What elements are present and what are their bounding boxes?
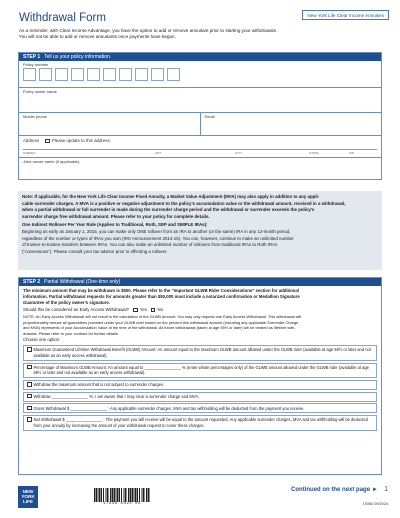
minimum-text: The minimum amount that may be withdrawn is $500. Please refer to the “Important GLWB Rider Considerations” section for additional [23, 288, 300, 293]
option-text: Net Withdrawal $ ________________ : The payment you will receive will be equal to the amount requested. Any applicable surrender charges, MVA and tax withholding will be deducted from your annuity by increasing the amount of your withdrawal request to cover these charges. [33, 417, 368, 428]
rollover-line: regardless of the number or types of IRAs you own (IRS Announcement 2014-15). You can, however, continue to make an unlimited number [22, 235, 294, 241]
intro-line: You will not be able to add or remove annuitants once payments have begun. [19, 34, 176, 39]
option-max-no-charge[interactable] [23, 380, 377, 390]
address-subfields [23, 149, 377, 155]
owner-name-field[interactable] [19, 87, 381, 112]
early-note-line: NOTE: An Early Access Withdrawal will not result in the calculation of the GLWB Amount. You may only request one Early Access Withdrawal. This withdrawal will [23, 314, 302, 319]
email-field[interactable] [201, 113, 382, 135]
addr-zip-label: ZIP [349, 151, 354, 155]
step2-intro [19, 286, 381, 343]
early-note-line: drawals. Please refer to your contract for further details. [23, 330, 119, 336]
intro-line: As a reminder, with Clear Income Advantage, you have the option to add or remove annuitant prior to starting your withdrawals. [19, 28, 278, 33]
step2-title: Partial Withdrawal (One-time only) [44, 279, 121, 285]
owner-name-label: Policy owner name [23, 89, 57, 94]
mva-note-line: Note: If applicable, for the New York Life Clear Income Fixed Annuity, a Market Value Adjustment (MVA) may also apply in addition to any appli- [22, 194, 320, 199]
mobile-phone-field[interactable] [19, 113, 201, 135]
mobile-phone-label: Mobile phone [23, 114, 48, 119]
option-percent-glwb[interactable] [23, 363, 377, 379]
step1-section [18, 52, 382, 180]
early-note-line: proportionately reduce all guarantees provided under your GLWB rider based on the percent this withdrawal amount (including any applicable Surrender Charge [23, 319, 299, 325]
addr-street-label: STREET [23, 151, 36, 155]
address-line [23, 138, 377, 143]
option-text: Withdraw the maximum amount that is not subject to surrender charges. [33, 382, 165, 388]
arrow-right-icon: ► [372, 487, 378, 493]
option-checkbox[interactable] [27, 365, 32, 370]
early-access-question [23, 307, 377, 313]
new-york-life-logo: NEW YORK LIFE [18, 486, 38, 508]
policy-digit-box[interactable] [151, 68, 164, 81]
step1-title: Tell us your policy information. [44, 54, 112, 60]
policy-digit-box[interactable] [71, 68, 84, 81]
step1-header [19, 53, 381, 61]
rollover-line: Beginning as early as January 1, 2015, you can make only ONE rollover from an IRA to another (or the same) IRA in any 12-month period, [22, 228, 291, 234]
address-label: Address [23, 138, 40, 143]
option-checkbox[interactable] [27, 382, 32, 387]
mva-note-line: surrender charge free withdrawal amount. Please refer to your policy for complete details. [22, 213, 210, 219]
step2-header [19, 278, 381, 286]
early-access-yes-checkbox[interactable] [133, 308, 138, 313]
joint-owner-field[interactable] [19, 157, 381, 179]
page-number: 1 [384, 486, 388, 493]
policy-digit-box[interactable] [55, 68, 68, 81]
step2-label: STEP 2 [23, 279, 41, 285]
joint-owner-label: Joint owner name (if applicable) [23, 159, 80, 164]
policy-digit-box[interactable] [167, 68, 180, 81]
policy-number-row [19, 61, 381, 87]
rollover-heading: One Indirect Rollover Per Year Rule (Applies to Traditional, Roth, SEP and SIMPLE IRAs): [22, 222, 208, 228]
policy-number-boxes [19, 67, 381, 84]
option-checkbox[interactable] [27, 347, 32, 352]
policy-digit-box[interactable] [135, 68, 148, 81]
step2-section [18, 277, 382, 475]
addr-city-label: CITY [235, 151, 243, 155]
addr-state-label: STATE [309, 151, 319, 155]
update-address-label: Please update to this address. [51, 138, 111, 143]
page-title: Withdrawal Form [19, 12, 106, 24]
mva-note [18, 191, 382, 270]
rollover-line: (“conversions”). Please consult your tax advisor prior to effecting a rollover. [22, 248, 168, 254]
step1-label: STEP 1 [23, 54, 41, 60]
continued-note [291, 487, 378, 493]
option-text: Maximum Guaranteed Lifetime Withdrawal Benefit (GLWB) Amount: An amount equal to the maximum GLWB amount allowed under the GLWB rider (available at age 59½ or later and not available as an early access withdrawal). [33, 347, 371, 358]
mva-note-line: when a partial withdrawal or full surrender is made during the surrender charge period and the withdrawal or surrender exceeds the policy’s [22, 207, 315, 213]
rollover-line: of trustee-to-trustee transfers between IRAs. You can also make an unlimited number of rollovers from traditional IRAs to Roth IRAs [22, 242, 278, 248]
policy-digit-box[interactable] [39, 68, 52, 81]
policy-digit-box[interactable] [87, 68, 100, 81]
option-max-glwb[interactable] [23, 345, 377, 361]
minimum-text: information. Partial withdrawal requests for amounts greater than $50,000 must include a notarized confirmation or Medallion Signature [23, 294, 300, 299]
intro-text [19, 28, 379, 40]
option-checkbox[interactable] [27, 406, 32, 411]
mva-note-line: cable surrender charges. A MVA is a positive or negative adjustment to the policy’s accumulation value or the withdrawal amount, received in a withdrawal, [22, 200, 346, 206]
no-label: No [157, 307, 163, 312]
form-category-tag: New York Life Clear Income Annuities [302, 10, 389, 20]
early-access-note [23, 314, 377, 336]
form-number: 19350 09/2024 [362, 502, 388, 506]
option-text: Withdraw ________________ %; I am aware that I may incur a surrender charge and MVA. [33, 393, 200, 399]
option-text: Percentage of Maximum GLWB Amount: An amount equal to ________________ % (enter whole percentages only) of the GLWB amount allowed under the GLWB rider (available at age 59½ or later and not available as an early access withdrawal). [33, 364, 369, 376]
policy-number-label: Policy number [23, 62, 49, 67]
option-checkbox[interactable] [27, 394, 32, 399]
policy-digit-box[interactable] [23, 68, 36, 81]
contact-row [19, 112, 381, 135]
policy-digit-box[interactable] [103, 68, 116, 81]
choose-option-label: Choose one option: [23, 337, 61, 343]
policy-digit-box[interactable] [119, 68, 132, 81]
email-label: Email [204, 114, 215, 119]
early-access-label: Should this be considered an Early Access Withdrawal? [23, 307, 130, 312]
continued-text: Continued on the next page [291, 487, 371, 493]
address-field[interactable] [19, 135, 381, 157]
minimum-text: Guarantee of the policy owner’s signature. [23, 300, 110, 305]
early-access-no-checkbox[interactable] [151, 308, 156, 313]
option-text: Gross Withdrawal $ ________________ : Any applicable surrender charges, MVA and tax withholding will be deducted from the payment you receive. [33, 405, 305, 411]
option-net-withdrawal[interactable] [23, 415, 377, 431]
early-note-line: and MVA) represents of your Accumulation Value at the time of the withdrawal. All future withdrawals (taken at age 59½ or later) will be treated as lifetime with- [23, 325, 296, 331]
barcode-icon [94, 488, 150, 502]
option-gross-withdrawal[interactable] [23, 403, 377, 413]
yes-label: Yes [139, 307, 147, 312]
barcode-number: 17930 0323 05 [103, 502, 141, 506]
option-withdraw-percent[interactable] [23, 392, 377, 402]
option-checkbox[interactable] [27, 417, 32, 422]
update-address-checkbox[interactable] [45, 139, 50, 144]
addr-apt-label: APT. [155, 151, 162, 155]
